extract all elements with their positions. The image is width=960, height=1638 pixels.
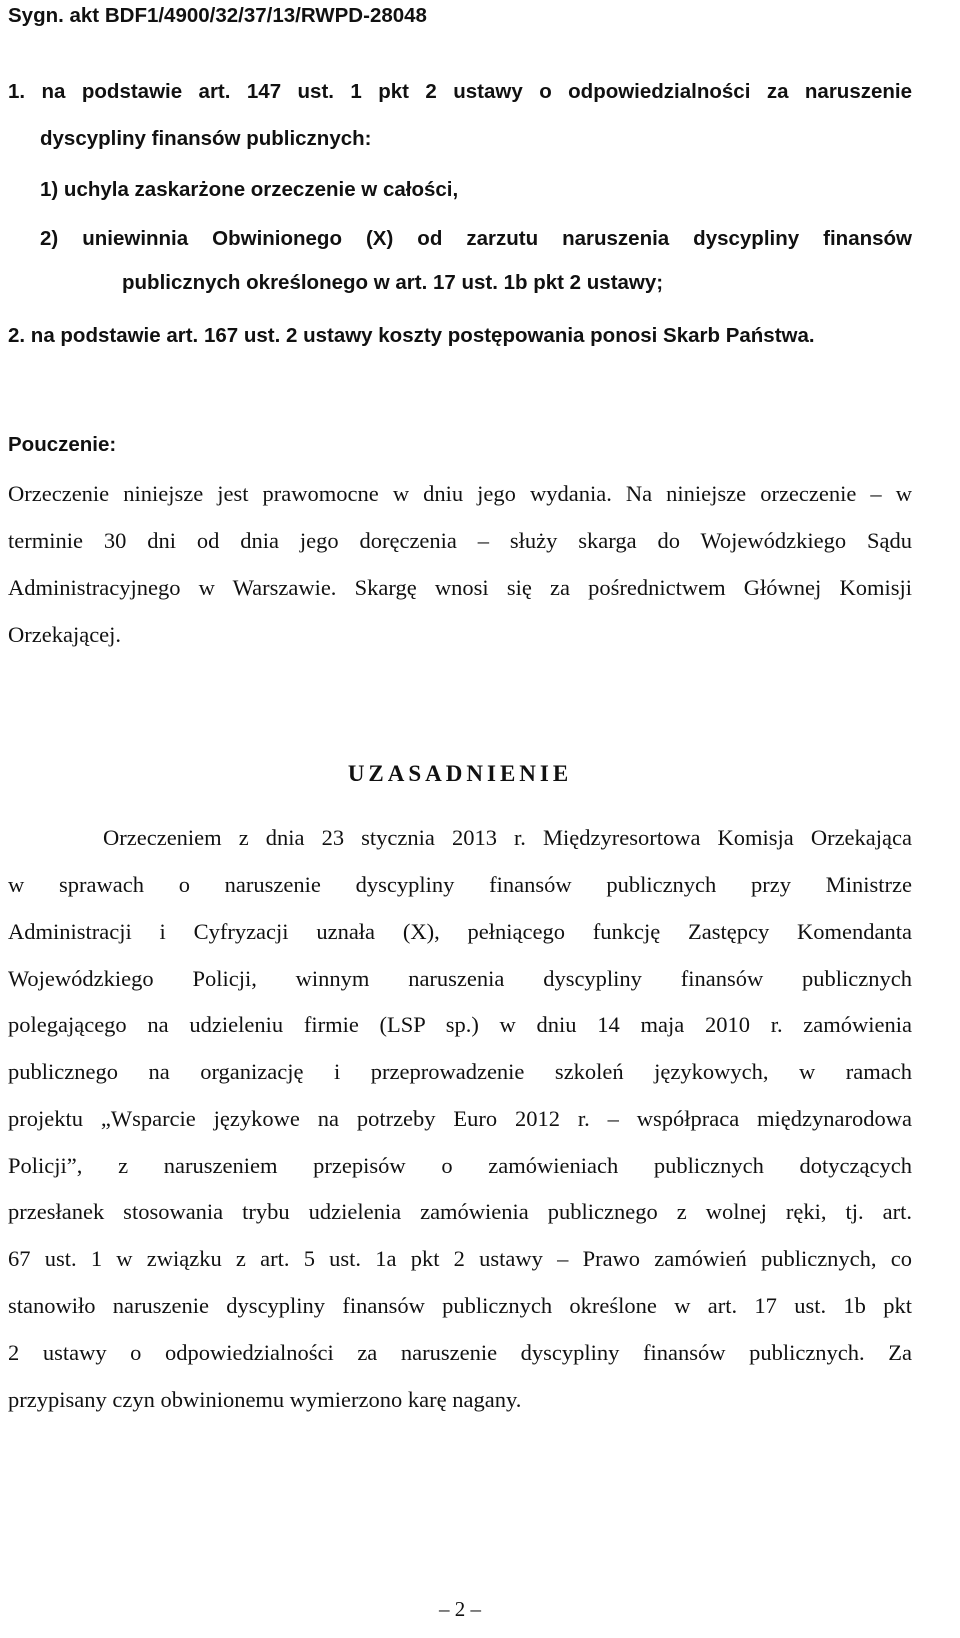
case-signature: Sygn. akt BDF1/4900/32/37/13/RWPD-28048 (8, 4, 427, 27)
justification-line-9: przesłanek stosowania trybu udzielenia zamówienia publicznego z wolnej ręki, tj. art. (8, 1199, 912, 1224)
justification-line-2: w sprawach o naruszenie dyscypliny finansów publicznych przy Ministrze (8, 872, 912, 897)
instruction-line-1: Orzeczenie niniejsze jest prawomocne w dniu jego wydania. Na niniejsze orzeczenie – w (8, 481, 912, 506)
justification-line-11: stanowiło naruszenie dyscypliny finansów publicznych określone w art. 17 ust. 1b pkt (8, 1293, 912, 1318)
justification-line-13: przypisany czyn obwinionemu wymierzono karę nagany. (8, 1387, 522, 1412)
justification-line-12: 2 ustawy o odpowiedzialności za naruszenie dyscypliny finansów publicznych. Za (8, 1340, 912, 1365)
justification-line-6: publicznego na organizację i przeprowadzenie szkoleń językowych, w ramach (8, 1059, 912, 1084)
ruling-subitem-2-line-2: publicznych określonego w art. 17 ust. 1b pkt 2 ustawy; (122, 271, 664, 294)
instruction-line-3: Administracyjnego w Warszawie. Skargę wnosi się za pośrednictwem Głównej Komisji (8, 575, 912, 600)
justification-line-5: polegającego na udzieleniu firmie (LSP sp.) w dniu 14 maja 2010 r. zamówienia (8, 1012, 912, 1037)
ruling-subitem-2-line-1: 2) uniewinnia Obwinionego (X) od zarzutu naruszenia dyscypliny finansów (40, 227, 912, 250)
justification-line-7: projektu „Wsparcie językowe na potrzeby Euro 2012 r. – współpraca międzynarodowa (8, 1106, 912, 1131)
ruling-subitem-1: 1) uchyla zaskarżone orzeczenie w całości, (40, 178, 459, 201)
justification-heading: UZASADNIENIE (347, 761, 573, 786)
instruction-title: Pouczenie: (8, 433, 117, 456)
instruction-line-2: terminie 30 dni od dnia jego doręczenia – służy skarga do Wojewódzkiego Sądu (8, 528, 912, 553)
page-number: – 2 – (439, 1597, 481, 1621)
justification-line-8: Policji”, z naruszeniem przepisów o zamówieniach publicznych dotyczących (8, 1153, 912, 1178)
ruling-item-1-line-2: dyscypliny finansów publicznych: (40, 127, 372, 150)
instruction-line-4: Orzekającej. (8, 622, 122, 647)
justification-line-1: Orzeczeniem z dnia 23 stycznia 2013 r. Międzyresortowa Komisja Orzekająca (103, 825, 912, 850)
justification-line-10: 67 ust. 1 w związku z art. 5 ust. 1a pkt 2 ustawy – Prawo zamówień publicznych, co (8, 1246, 912, 1271)
justification-line-4: Wojewódzkiego Policji, winnym naruszenia dyscypliny finansów publicznych (8, 966, 912, 991)
justification-line-3: Administracji i Cyfryzacji uznała (X), pełniącego funkcję Zastępcy Komendanta (8, 919, 912, 944)
ruling-item-1-line-1: 1. na podstawie art. 147 ust. 1 pkt 2 ustawy o odpowiedzialności za naruszenie (8, 80, 912, 103)
ruling-item-2: 2. na podstawie art. 167 ust. 2 ustawy koszty postępowania ponosi Skarb Państwa. (8, 324, 815, 347)
